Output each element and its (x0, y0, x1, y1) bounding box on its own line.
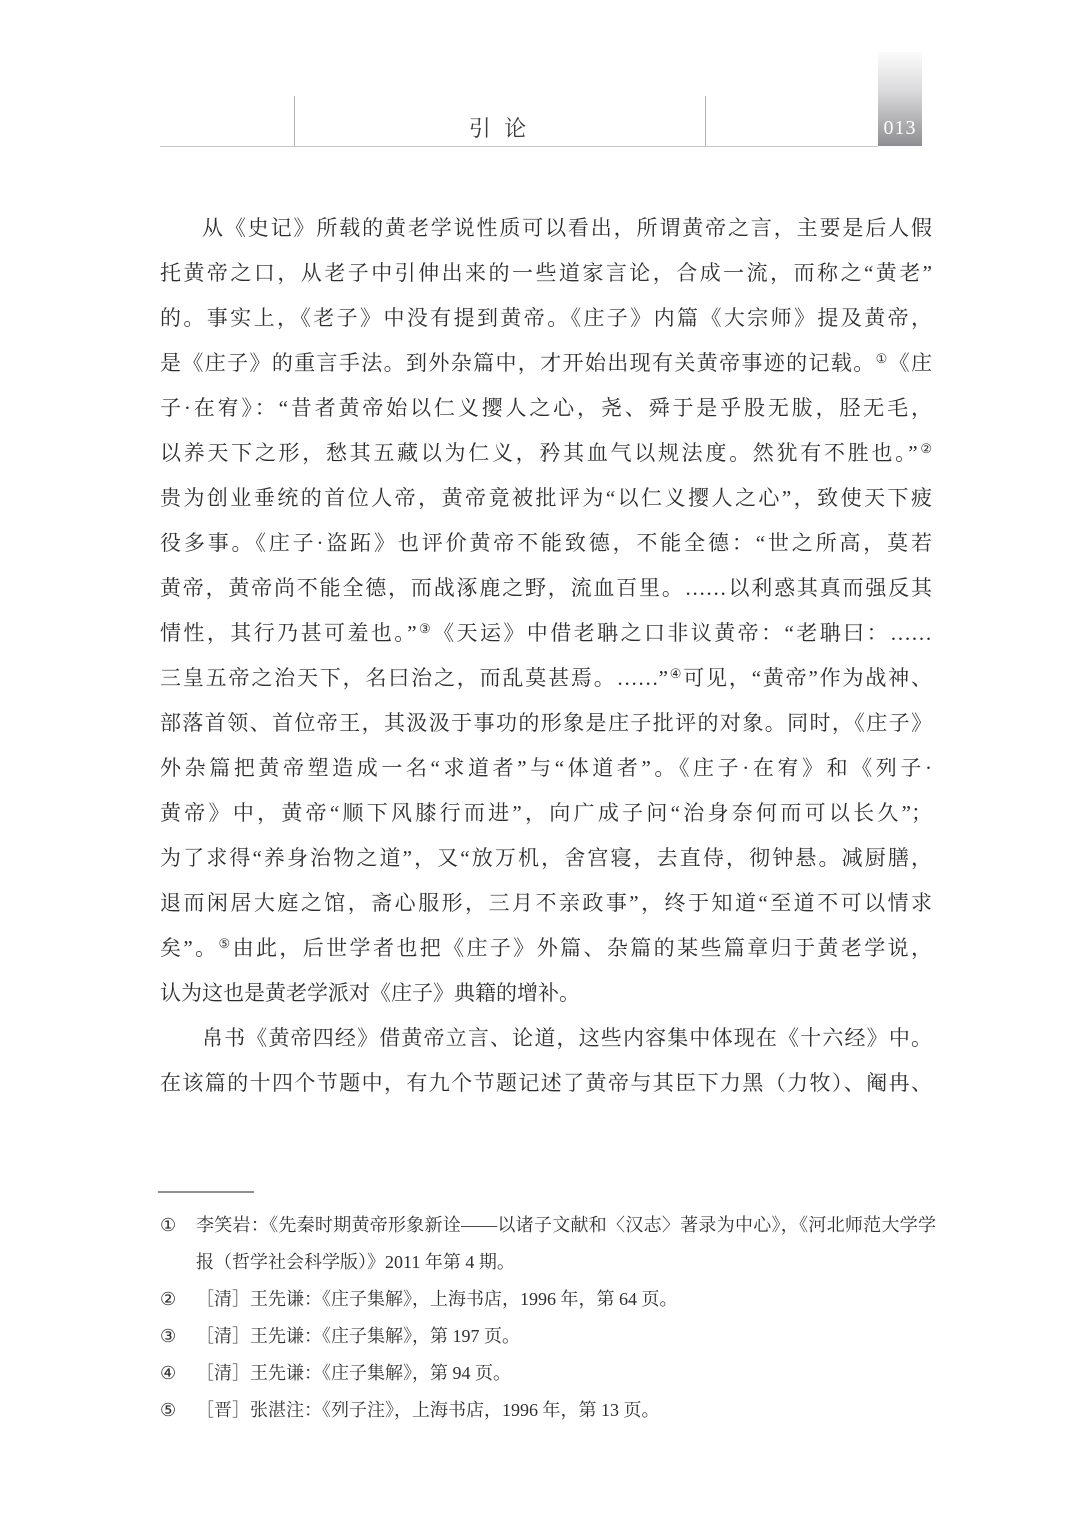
body-line: 托黄帝之口，从老子中引伸出来的一些道家言论，合成一流，而称之“黄老” (160, 261, 932, 285)
page-number: 013 (883, 117, 917, 139)
page-title: 引 论 (468, 116, 531, 141)
body-line: 黄帝，黄帝尚不能全德，而战涿鹿之野，流血百里。……以利惑其真而强反其 (160, 576, 932, 600)
footnote-marker: ② (160, 1289, 177, 1309)
body-text (160, 206, 932, 1106)
footnote-item (160, 1318, 936, 1355)
body-line: 在该篇的十四个节题中，有九个节题记述了黄帝与其臣下力黑（力牧）、阉冉、 (160, 1071, 932, 1095)
body-line: 退而闲居大庭之馆，斋心服形，三月不亲政事”，终于知道“至道不可以情求 (160, 891, 932, 915)
footnote-item (160, 1281, 936, 1318)
footnote-ref: ④ (667, 666, 684, 681)
footnote-list (160, 1207, 936, 1429)
footnote-ref: ① (875, 351, 889, 366)
body-line: 贵为创业垂统的首位人帝，黄帝竟被批评为“以仁义撄人之心”，致使天下疲 (160, 486, 932, 510)
footnote-marker: ⑤ (160, 1400, 177, 1420)
body-line: 的。事实上，《老子》中没有提到黄帝。《庄子》内篇《大宗师》提及黄帝， (160, 306, 932, 330)
body-line: 黄帝》中，黄帝“顺下风膝行而进”，向广成子问“治身奈何而可以长久”； (160, 801, 932, 825)
body-line: 为了求得“养身治物之道”，又“放万机，舍宫寝，去直侍，彻钟悬。减厨膳， (160, 846, 932, 870)
footnote-text: 李笑岩：《先秦时期黄帝形象新诠——以诸子文献和〈汉志〉著录为中心》，《河北师范大学学报（哲学社会科学版）》2011 年第 4 期。 (196, 1215, 936, 1272)
footnote-item (160, 1392, 936, 1429)
header-rule (160, 146, 878, 147)
footnote-text: ［清］王先谦：《庄子集解》，上海书店，1996 年，第 64 页。 (196, 1289, 678, 1309)
body-line: 三皇五帝之治天下，名曰治之，而乱莫甚焉。……”④可见，“黄帝”作为战神、 (160, 666, 932, 690)
footnote-divider (158, 1191, 254, 1193)
footnote-marker: ① (160, 1215, 177, 1235)
footnote-item (160, 1207, 936, 1281)
body-line: 情性，其行乃甚可羞也。”③《天运》中借老聃之口非议黄帝：“老聃曰：…… (160, 621, 932, 645)
body-line: 以养天下之形，愁其五藏以为仁义，矜其血气以规法度。然犹有不胜也。”② (160, 441, 932, 465)
body-line: 是《庄子》的重言手法。到外杂篇中，才开始出现有关黄帝事迹的记载。①《庄 (160, 351, 933, 375)
page-number-bar (878, 52, 922, 146)
body-line: 役多事。《庄子·盗跖》也评价黄帝不能致德，不能全德：“世之所高，莫若 (160, 531, 932, 555)
footnote-marker: ④ (160, 1363, 177, 1383)
body-line: 矣”。⑤由此，后世学者也把《庄子》外篇、杂篇的某些篇章归于黄老学说， (160, 936, 933, 960)
body-line: 认为这也是黄老学派对《庄子》典籍的增补。 (160, 981, 580, 1005)
footnote-ref: ② (917, 441, 932, 456)
footnote-ref: ⑤ (218, 936, 233, 951)
footnote-text: ［清］王先谦：《庄子集解》，第 94 页。 (196, 1363, 511, 1383)
header-tick-right (705, 96, 706, 146)
body-line: 从《史记》所载的黄老学说性质可以看出，所谓黄帝之言，主要是后人假 (202, 216, 932, 240)
footnote-item (160, 1355, 936, 1392)
footnote-ref: ③ (416, 621, 434, 636)
body-line: 部落首领、首位帝王，其汲汲于事功的形象是庄子批评的对象。同时，《庄子》 (160, 711, 932, 735)
footnote-text: ［晋］张湛注：《列子注》，上海书店，1996 年，第 13 页。 (196, 1400, 660, 1420)
footnote-text: ［清］王先谦：《庄子集解》，第 197 页。 (196, 1326, 520, 1346)
footnote-marker: ③ (160, 1326, 177, 1346)
body-line: 帛书《黄帝四经》借黄帝立言、论道，这些内容集中体现在《十六经》中。 (202, 1026, 932, 1050)
body-line: 外杂篇把黄帝塑造成一名“求道者”与“体道者”。《庄子·在宥》和《列子· (160, 756, 932, 780)
body-line: 子·在宥》：“昔者黄帝始以仁义撄人之心，尧、舜于是乎股无胈，胫无毛， (160, 396, 932, 420)
